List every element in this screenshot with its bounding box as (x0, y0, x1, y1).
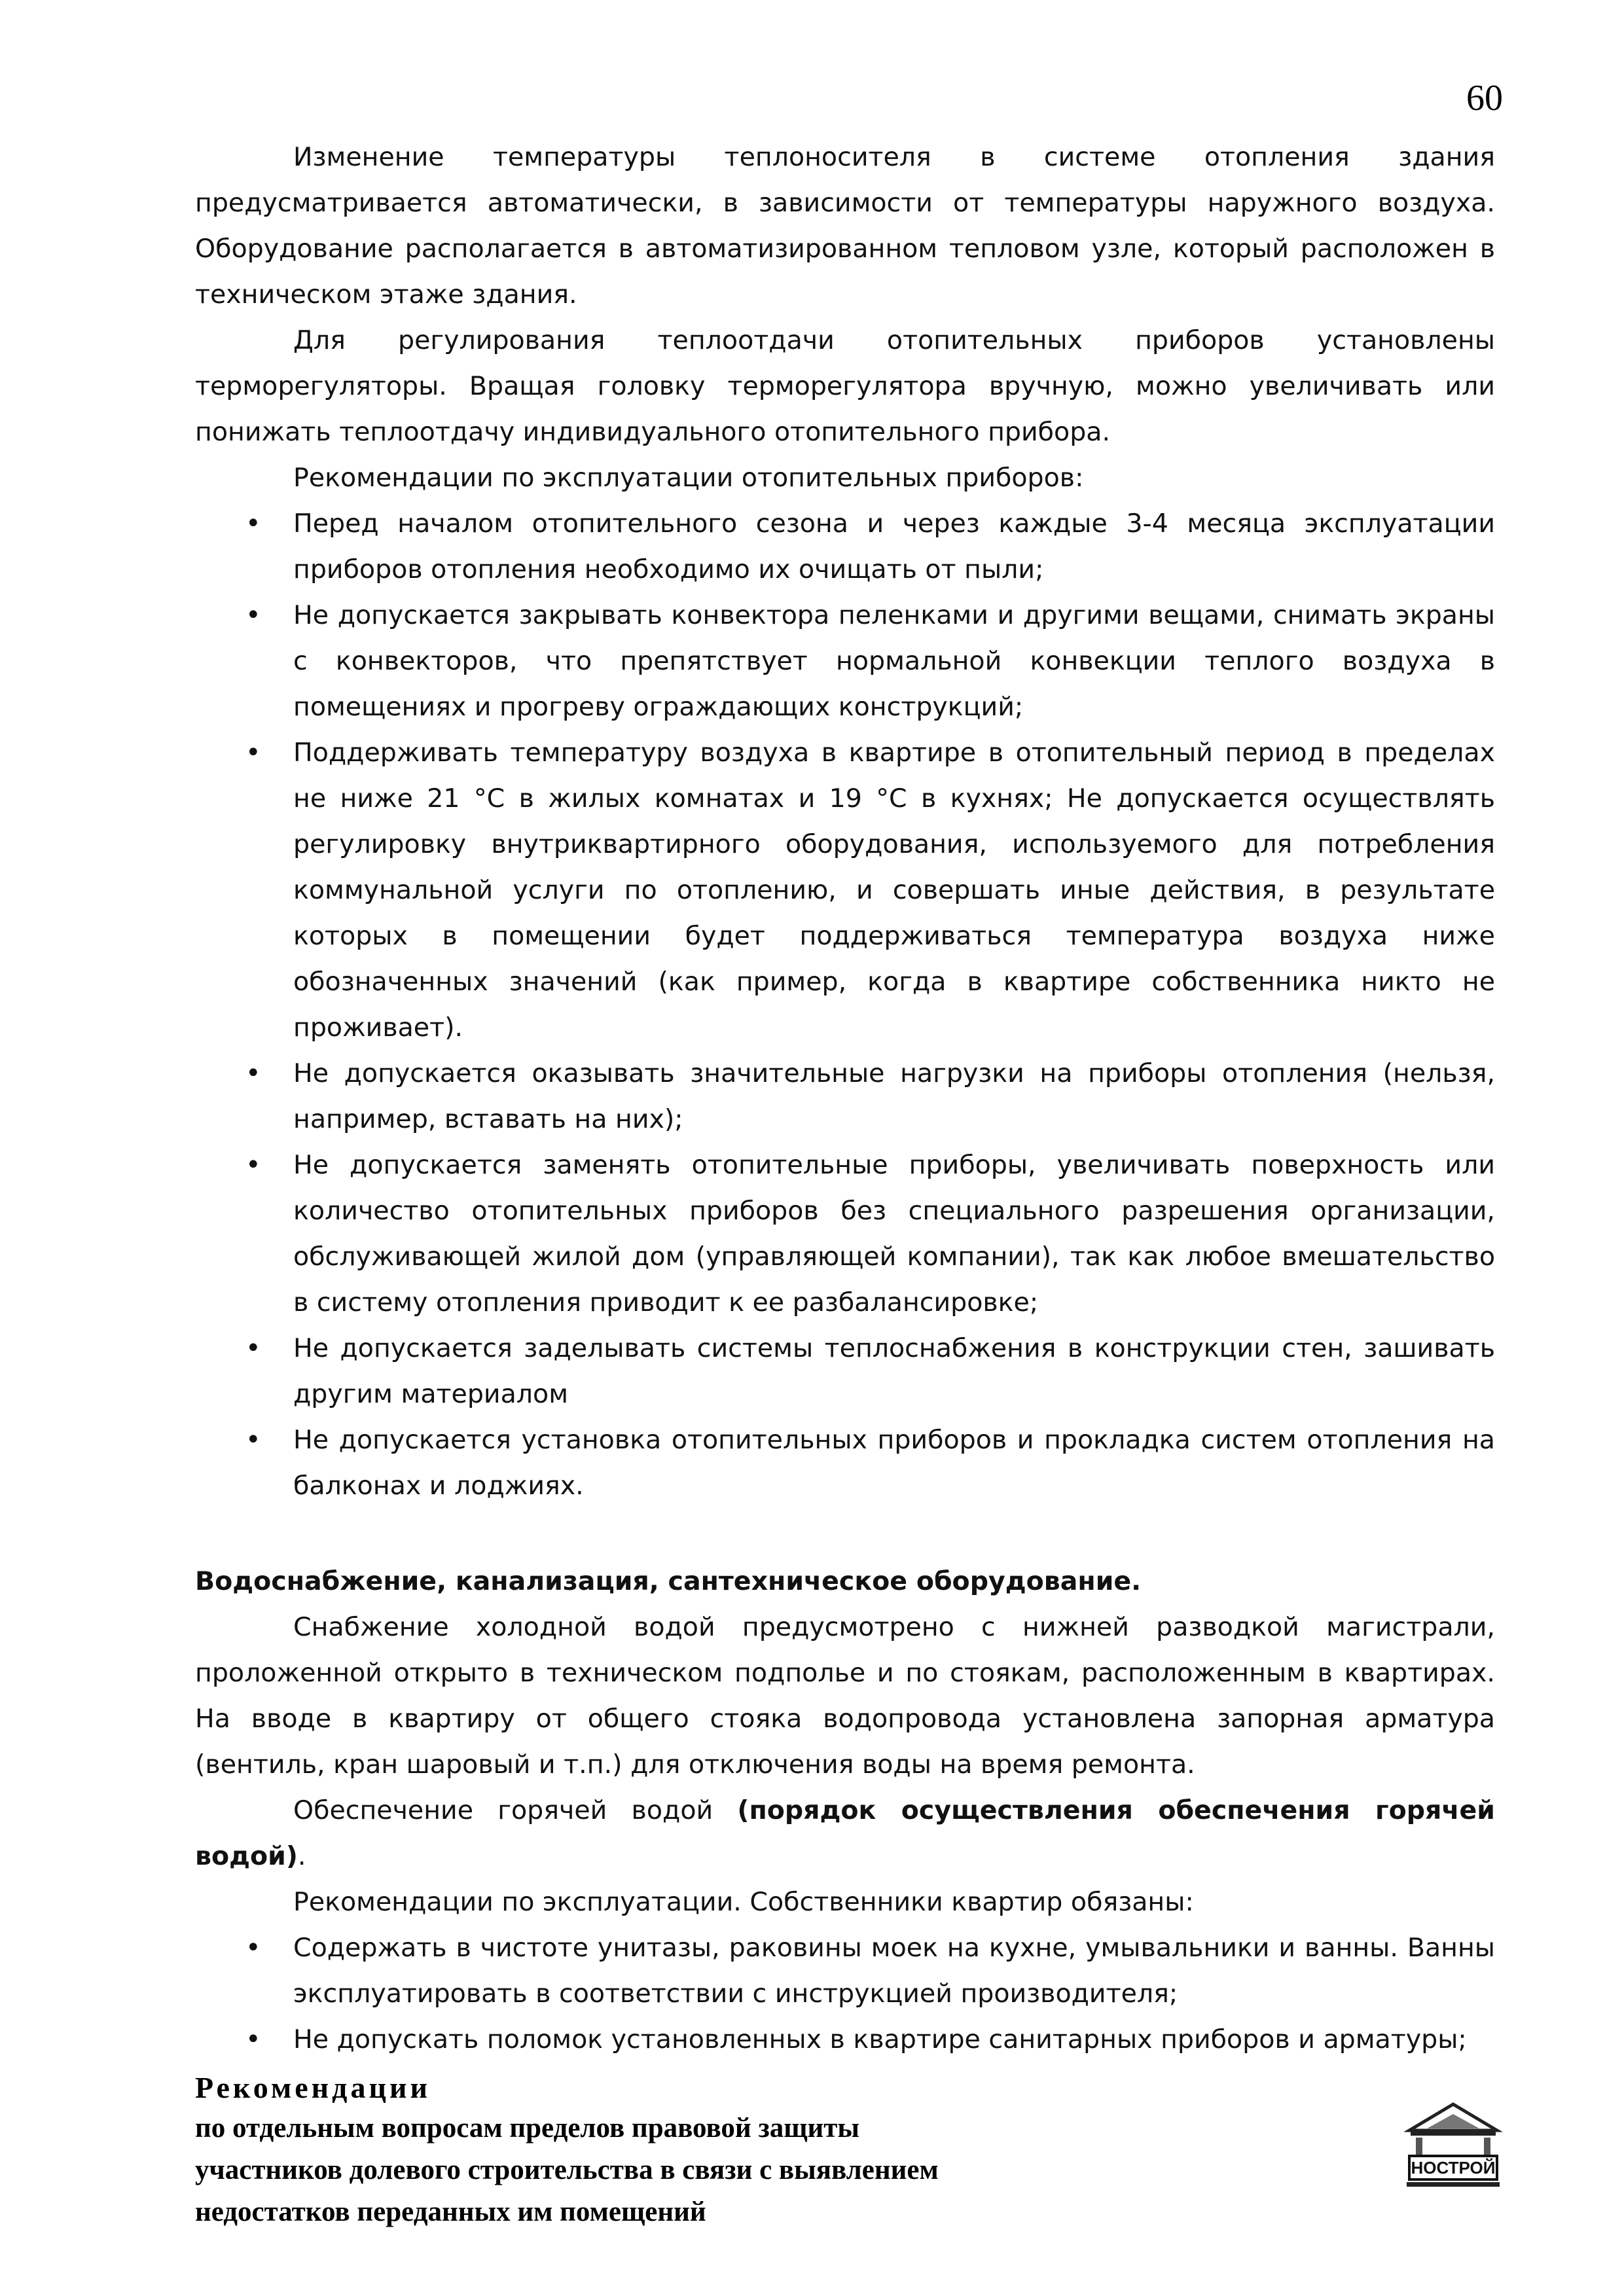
document-body (195, 134, 1495, 2062)
paragraph-heating-temperature: Изменение температуры теплоносителя в системе отопления здания предусматривается автоматически, в зависимости от температуры наружного воздуха. Оборудование располагается в автоматизированном тепловом узле, который расположен в техническом этаже здания. (195, 142, 1495, 310)
page-number: 60 (1466, 78, 1503, 118)
water-bullet-list (195, 1925, 1495, 2062)
paragraph-thermoregulators: Для регулирования теплоотдачи отопительных приборов установлены терморегуляторы. Вращая головку терморегулятора вручную, можно увеличивать или понижать теплоотдачу индивидуального отопительного прибора. (195, 325, 1495, 447)
hot-water-period: . (297, 1841, 306, 1871)
list-item: • Не допускать поломок установленных в квартире санитарных приборов и арматуры; (195, 2017, 1495, 2062)
list-item: • Поддерживать температуру воздуха в квартире в отопительный период в пределах не ниже 21 °С в жилых комнатах и 19 °С в кухнях; Не допускается осуществлять регулировку внутриквартирного оборудования, используемого для потребления коммунальной услуги по отоплению, и совершать иные действия, в результате которых в помещении будет поддерживаться температура воздуха ниже обозначенных значений (как пример, когда в квартире собственника никто не проживает). (195, 730, 1495, 1050)
hot-water-bold-note: (порядок осуществления обеспечения горячей водой) (195, 1795, 1495, 1871)
footer (195, 2068, 939, 2233)
paragraph-owner-obligations-intro: Рекомендации по эксплуатации. Собственники квартир обязаны: (293, 1887, 1194, 1917)
list-item: • Не допускается закрывать конвектора пеленками и другими вещами, снимать экраны с конвекторов, что препятствует нормальной конвекции теплого воздуха в помещениях и прогреву ограждающих конструкций; (195, 592, 1495, 730)
list-item: • Содержать в чистоте унитазы, раковины моек на кухне, умывальники и ванны. Ванны эксплуатировать в соответствии с инструкцией производителя; (195, 1925, 1495, 2017)
footer-line-2: участников долевого строительства в связи с выявлением (195, 2155, 939, 2185)
list-item: • Не допускается заменять отопительные приборы, увеличивать поверхность или количество отопительных приборов без специального разрешения организации, обслуживающей жилой дом (управляющей компании), так как любое вмешательство в систему отопления приводит к ее разбалансировке; (195, 1142, 1495, 1325)
paragraph-hot-water (195, 1787, 1495, 1879)
list-item: • Не допускается установка отопительных приборов и прокладка систем отопления на балконах и лоджиях. (195, 1417, 1495, 1509)
list-item: • Перед началом отопительного сезона и через каждые 3-4 месяца эксплуатации приборов отопления необходимо их очищать от пыли; (195, 501, 1495, 592)
paragraph-cold-water: Снабжение холодной водой предусмотрено с нижней разводкой магистрали, проложенной открыто в техническом подполье и по стоякам, расположенным в квартирах. На вводе в квартиру от общего стояка водопровода установлена запорная арматура (вентиль, кран шаровый и т.п.) для отключения воды на время ремонта. (195, 1612, 1495, 1780)
footer-line-3: недостатков переданных им помещений (195, 2197, 706, 2227)
paragraph-heating-recommendations-intro: Рекомендации по эксплуатации отопительных приборов: (293, 463, 1084, 493)
footer-line-1: по отдельным вопросам пределов правовой защиты (195, 2113, 859, 2144)
section-title-water-supply: Водоснабжение, канализация, сантехническое оборудование. (195, 1566, 1142, 1596)
nostroy-logo-icon (1404, 2101, 1502, 2189)
footer-title: Рекомендации (195, 2071, 431, 2104)
list-item: • Не допускается заделывать системы теплоснабжения в конструкции стен, зашивать другим материалом (195, 1325, 1495, 1417)
logo-text: НОСТРОЙ (1411, 2158, 1496, 2178)
heating-bullet-list (195, 501, 1495, 1509)
list-item: • Не допускается оказывать значительные нагрузки на приборы отопления (нельзя, например, вставать на них); (195, 1050, 1495, 1142)
hot-water-text: Обеспечение горячей водой (293, 1795, 738, 1825)
